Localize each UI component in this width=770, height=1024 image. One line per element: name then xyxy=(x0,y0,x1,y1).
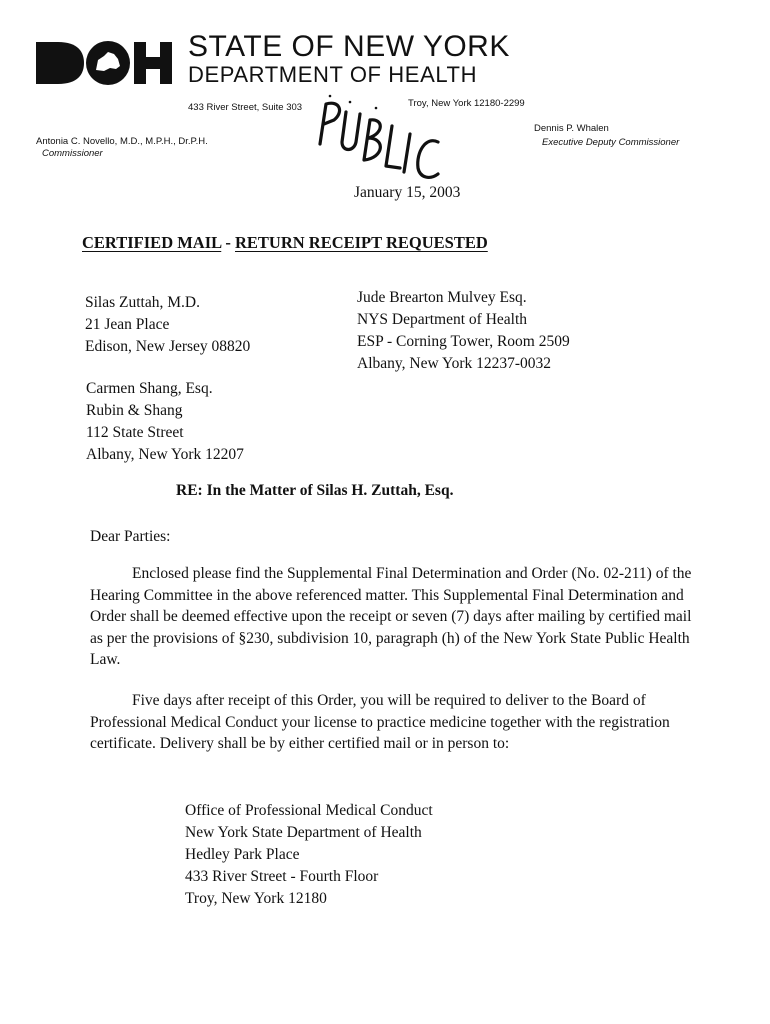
commissioner-name: Antonia C. Novello, M.D., M.P.H., Dr.P.H. xyxy=(36,136,208,147)
re-line: RE: In the Matter of Silas H. Zuttah, Esq. xyxy=(176,482,454,499)
recipient-line: Rubin & Shang xyxy=(86,402,183,419)
letter-date: January 15, 2003 xyxy=(354,184,461,201)
state-title: STATE OF NEW YORK xyxy=(188,30,510,63)
doh-logo xyxy=(34,38,174,88)
mail-notice-separator: - xyxy=(221,233,235,252)
recipient-block xyxy=(357,287,570,375)
address-street: 433 River Street, Suite 303 xyxy=(188,102,303,113)
address-city: Troy, New York 12180-2299 xyxy=(408,98,525,109)
recipient-line: Edison, New Jersey 08820 xyxy=(85,338,251,355)
recipient-line: Albany, New York 12237-0032 xyxy=(357,355,552,372)
body-paragraph-text: Enclosed please find the Supplemental Final Determination and Order (No. 02-211) of the Hearing Committee in the above referenced matter. This Supplemental Final Determination and Order shall be deemed effective upon the receipt or seven (7) days after mailing by certified mail as per the provisions of §230, subdivision 10, paragraph (h) of the New York State Public Health Law. xyxy=(90,565,692,668)
recipient-line: Albany, New York 12207 xyxy=(86,446,244,463)
recipient-line: NYS Department of Health xyxy=(357,311,528,328)
delivery-address-line: Troy, New York 12180 xyxy=(185,890,327,907)
delivery-address-line: Hedley Park Place xyxy=(185,846,300,863)
commissioner-title: Commissioner xyxy=(42,148,103,159)
certified-mail-notice xyxy=(82,233,488,253)
delivery-address-line: Office of Professional Medical Conduct xyxy=(185,802,433,819)
body-paragraph xyxy=(90,690,695,755)
deputy-commissioner-name: Dennis P. Whalen xyxy=(534,123,609,134)
body-paragraph-text: Five days after receipt of this Order, you will be required to deliver to the Board of Professional Medical Conduct your license to practice medicine together with the registration certificate. Delivery shall be by either certified mail or in person to: xyxy=(90,692,670,752)
public-stamp xyxy=(300,82,450,187)
body-paragraph xyxy=(90,563,695,671)
department-title: DEPARTMENT OF HEALTH xyxy=(188,62,478,87)
mail-notice-part1: CERTIFIED MAIL xyxy=(82,233,222,252)
recipient-line: 112 State Street xyxy=(86,424,184,441)
recipient-line: 21 Jean Place xyxy=(85,316,170,333)
recipient-line: Jude Brearton Mulvey Esq. xyxy=(357,289,527,306)
delivery-address xyxy=(185,800,433,910)
delivery-address-line: 433 River Street - Fourth Floor xyxy=(185,868,379,885)
recipient-line: Silas Zuttah, M.D. xyxy=(85,294,200,311)
recipient-block xyxy=(85,292,250,358)
recipient-block xyxy=(86,378,244,466)
recipient-line: Carmen Shang, Esq. xyxy=(86,380,213,397)
recipient-line: ESP - Corning Tower, Room 2509 xyxy=(357,333,570,350)
mail-notice-part2: RETURN RECEIPT REQUESTED xyxy=(235,233,488,252)
deputy-commissioner-title: Executive Deputy Commissioner xyxy=(542,137,680,148)
delivery-address-line: New York State Department of Health xyxy=(185,824,422,841)
salutation: Dear Parties: xyxy=(90,528,171,545)
